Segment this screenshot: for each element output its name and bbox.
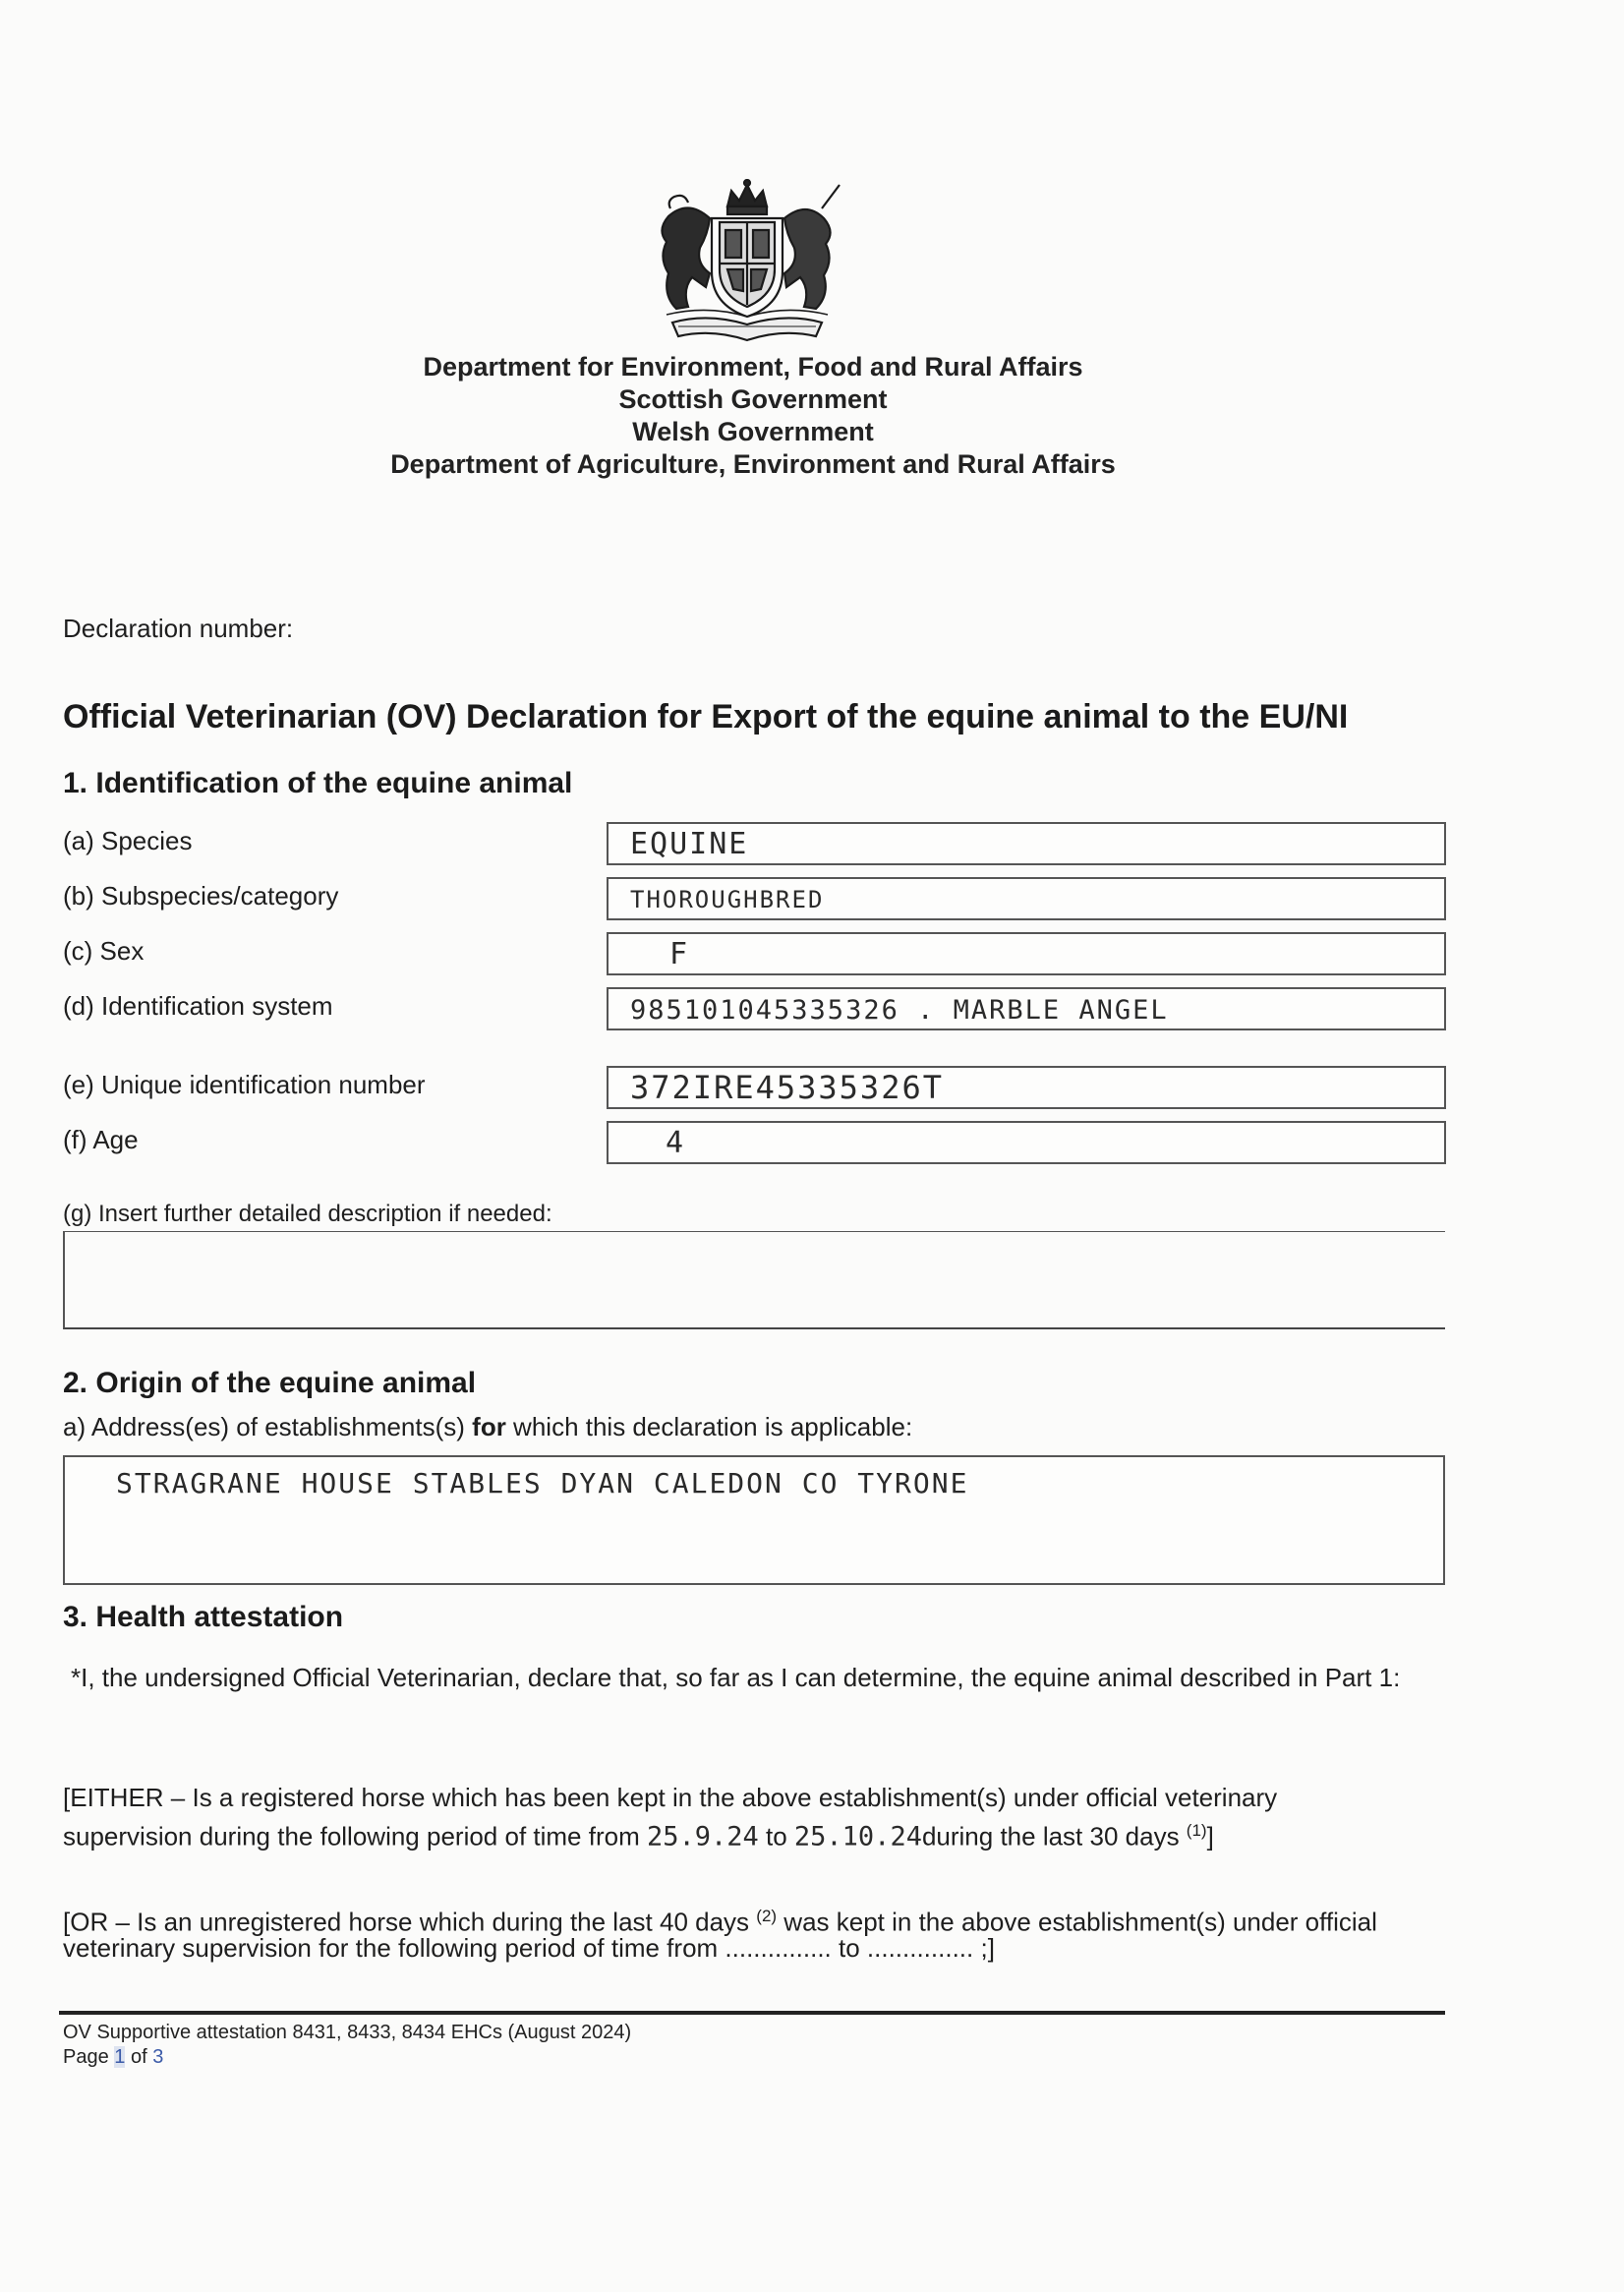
address-label-pre: a) Address(es) of establishments(s) [63, 1412, 473, 1441]
page-mid: of [125, 2046, 153, 2068]
age-value: 4 [666, 1126, 686, 1160]
further-description-box[interactable] [63, 1231, 1445, 1329]
subspecies-label: (b) Subspecies/category [63, 881, 339, 911]
or-clause-line-2: veterinary supervision for the following period of time from ............... to ............... ;] [63, 1933, 995, 1963]
footer-reference: OV Supportive attestation 8431, 8433, 8434 EHCs (August 2024) [63, 2022, 632, 2043]
species-value: EQUINE [630, 827, 749, 861]
subspecies-field[interactable] [607, 877, 1446, 920]
subspecies-value: THOROUGHBRED [630, 886, 825, 913]
address-label-post: which this declaration is applicable: [505, 1412, 913, 1441]
either-clause-end: ] [1206, 1821, 1214, 1851]
address-label-bold: for [472, 1412, 506, 1441]
identification-system-label: (d) Identification system [63, 991, 333, 1021]
page-total: 3 [152, 2046, 164, 2068]
declaration-number-label: Declaration number: [63, 614, 294, 643]
page-title: Official Veterinarian (OV) Declaration for Export of the equine animal to the EU/NI [63, 698, 1349, 735]
section-2-heading: 2. Origin of the equine animal [63, 1367, 477, 1399]
footer-divider [59, 2011, 1445, 2015]
department-name-4: Department of Agriculture, Environment and Rural Affairs [390, 449, 1116, 479]
unique-id-label: (e) Unique identification number [63, 1070, 426, 1099]
identification-system-value: 985101045335326 . MARBLE ANGEL [630, 995, 1169, 1026]
section-1-heading: 1. Identification of the equine animal [63, 767, 573, 799]
either-from-date[interactable]: 25.9.24 [646, 1821, 759, 1852]
unique-id-value: 372IRE45335326T [630, 1069, 944, 1106]
either-footnote-ref: (1) [1186, 1821, 1207, 1840]
unique-id-field[interactable] [607, 1066, 1446, 1109]
page-current: 1 [114, 2046, 126, 2068]
age-label: (f) Age [63, 1125, 139, 1154]
address-label [63, 1412, 912, 1442]
either-clause-post: during the last 30 days [921, 1821, 1187, 1851]
section-3-heading: 3. Health attestation [63, 1601, 344, 1633]
or-clause-post: was kept in the above establishment(s) under official [777, 1907, 1377, 1937]
address-value: STRAGRANE HOUSE STABLES DYAN CALEDON CO TYRONE [116, 1467, 969, 1499]
footer-page-number [63, 2046, 163, 2069]
health-attestation-intro: *I, the undersigned Official Veterinarian, declare that, so far as I can determine, the equine animal described in Part 1: [71, 1663, 1401, 1692]
either-clause-line-2 [63, 1814, 1214, 1853]
further-description-label: (g) Insert further detailed description if needed: [63, 1201, 552, 1227]
department-name-1: Department for Environment, Food and Rural Affairs [423, 352, 1083, 382]
identification-system-field[interactable] [607, 987, 1446, 1030]
address-field[interactable] [63, 1455, 1445, 1585]
either-clause-pre: supervision during the following period of time from [63, 1821, 647, 1851]
either-clause-line-1: [EITHER – Is a registered horse which has been kept in the above establishment(s) under official veterinary [63, 1783, 1278, 1812]
or-footnote-ref: (2) [756, 1907, 778, 1925]
department-name-3: Welsh Government [632, 417, 874, 446]
royal-coat-of-arms-logo [649, 179, 845, 346]
sex-label: (c) Sex [63, 936, 145, 966]
either-to-word: to [758, 1821, 794, 1851]
species-field[interactable] [607, 822, 1446, 865]
sex-value: F [669, 937, 690, 971]
department-name-2: Scottish Government [618, 384, 888, 414]
sex-field[interactable] [607, 932, 1446, 975]
or-clause-pre: [OR – Is an unregistered horse which during the last 40 days [63, 1907, 757, 1937]
age-field[interactable] [607, 1121, 1446, 1164]
either-to-date[interactable]: 25.10.24 [793, 1821, 922, 1852]
species-label: (a) Species [63, 826, 193, 855]
page-pre: Page [63, 2046, 115, 2068]
